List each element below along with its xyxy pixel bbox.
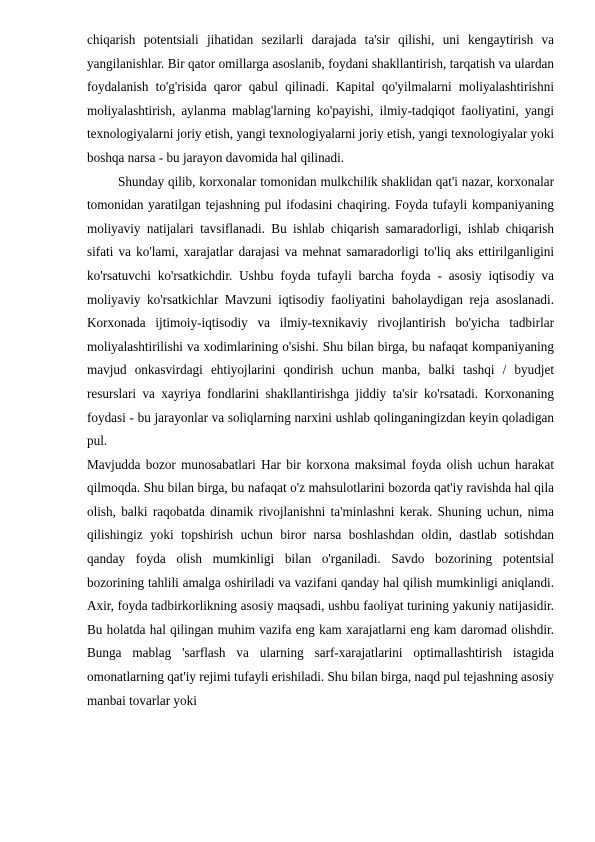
document-page bbox=[87, 28, 554, 712]
paragraph-2: Shunday qilib, korxonalar tomonidan mulkchilik shaklidan qat'i nazar, korxonalar tomonidan yaratilgan tejashning pul ifodasini chaqiring. Foyda tufayli kompaniyaning moliyaviy natijalari tavsiflanadi. Bu ishlab chiqarish samaradorligi, ishlab chiqarish sifati va ko'lami, xarajatlar darajasi va mehnat samaradorligi to'liq aks ettirilganligini ko'rsatuvchi ko'rsatkichdir. Ushbu foyda tufayli barcha foyda - asosiy iqtisodiy va moliyaviy ko'rsatkichlar Mavzuni iqtisodiy faoliyatini baholaydigan reja asoslanadi. Korxonada ijtimoiy-iqtisodiy va ilmiy-texnikaviy rivojlantirish bo'yicha tadbirlar moliyalashtirilishi va xodimlarining o'sishi. Shu bilan birga, bu nafaqat kompaniyaning mavjud onkasvirdagi ehtiyojlarini qondirish uchun manba, balki tashqi / byudjet resurslari va xayriya fondlarini shakllantirishga jiddiy ta'sir ko'rsatadi. Korxonaning foydasi - bu jarayonlar va soliqlarning narxini ushlab qolinganingizdan keyin qoladigan pul. bbox=[87, 173, 554, 449]
paragraph-3: Mavjudda bozor munosabatlari Har bir korxona maksimal foyda olish uchun harakat qilmoqda. Shu bilan birga, bu nafaqat o'z mahsulotlarini bozorda qat'iy ravishda hal qila olish, balki raqobatda dinamik rivojlanishni ta'minlashni kerak. Shuning uchun, nima qilishingiz yoki topshirish uchun biror narsa boshlashdan oldin, dastlab sotishdan qanday foyda olish mumkinligi bilan o'rganiladi. Savdo bozorining potentsial bozorining tahlili amalga oshiriladi va vazifani qanday hal qilish mumkinligi aniqlandi. Axir, foyda tadbirkorlikning asosiy maqsadi, ushbu faoliyat turining yakuniy natijasidir. Bu holatda hal qilingan muhim vazifa eng kam xarajatlarni eng kam daromad olishdir. Bunga mablag 'sarflash va ularning sarf-xarajatlarini optimallashtirish istagida omonatlarning qat'iy rejimi tufayli erishiladi. Shu bilan birga, naqd pul tejashning asosiy manbai tovarlar yoki bbox=[87, 456, 554, 708]
paragraph-1: chiqarish potentsiali jihatidan sezilarli darajada ta'sir qilishi, uni kengaytirish va yangilanishlar. Bir qator omillarga asoslanib, foydani shakllantirish, tarqatish va ulardan foydalanish to'g'risida qaror qabul qilinadi. Kapital qo'yilmalarni moliyalashtirishni moliyalashtirish, aylanma mablag'larning ko'payishi, ilmiy-tadqiqot faoliyatini, yangi texnologiyalarni joriy etish, yangi texnologiyalarni joriy etish, yangi texnologiyalar yoki boshqa narsa - bu jarayon davomida hal qilinadi. bbox=[87, 32, 554, 165]
